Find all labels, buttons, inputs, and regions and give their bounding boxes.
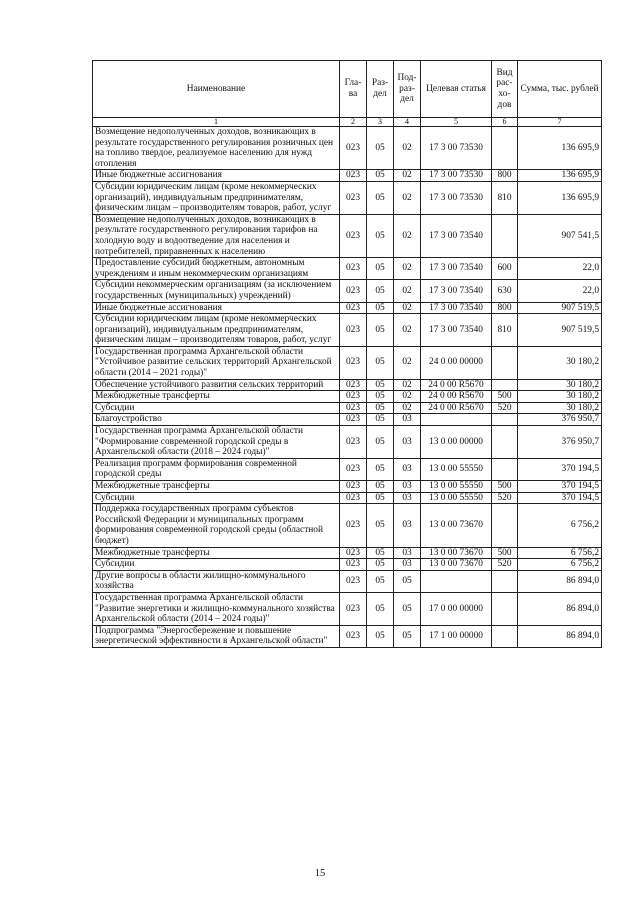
row-target-article: 13 0 00 00000 <box>421 426 492 459</box>
row-glava: 023 <box>340 547 367 559</box>
row-razdel: 05 <box>367 302 394 314</box>
row-razdel: 05 <box>367 214 394 257</box>
row-glava: 023 <box>340 346 367 379</box>
row-glava: 023 <box>340 280 367 302</box>
budget-table <box>92 60 602 648</box>
row-target-article: 24 0 00 R5670 <box>421 391 492 403</box>
table-row <box>93 302 602 314</box>
row-name: Предоставление субсидий бюджетным, автономным учреждениям и иным некоммерческим организациям <box>93 258 340 280</box>
row-expense-type: 810 <box>492 314 518 347</box>
column-number: 3 <box>367 118 394 127</box>
row-glava: 023 <box>340 492 367 504</box>
row-glava: 023 <box>340 559 367 571</box>
row-expense-type <box>492 379 518 391</box>
row-razdel: 05 <box>367 314 394 347</box>
row-razdel: 05 <box>367 127 394 170</box>
row-razdel: 05 <box>367 379 394 391</box>
row-sum: 907 519,5 <box>518 302 602 314</box>
row-glava: 023 <box>340 414 367 426</box>
row-expense-type <box>492 414 518 426</box>
row-podrazdel: 02 <box>394 391 421 403</box>
table-row <box>93 280 602 302</box>
row-podrazdel: 02 <box>394 127 421 170</box>
row-podrazdel: 02 <box>394 379 421 391</box>
header-name: Наименование <box>93 61 340 118</box>
row-expense-type: 810 <box>492 181 518 214</box>
page-number: 15 <box>314 868 326 879</box>
row-expense-type: 800 <box>492 302 518 314</box>
row-glava: 023 <box>340 181 367 214</box>
row-target-article: 17 3 00 73540 <box>421 302 492 314</box>
row-target-article: 17 3 00 73540 <box>421 314 492 347</box>
row-name: Возмещение недополученных доходов, возникающих в результате государственного регулирования розничных цен на топливо твердое, реализуемое населению для нужд отопления <box>93 127 340 170</box>
row-sum: 6 756,2 <box>518 559 602 571</box>
row-sum: 22,0 <box>518 280 602 302</box>
row-podrazdel: 02 <box>394 402 421 414</box>
row-expense-type <box>492 458 518 480</box>
table-row <box>93 314 602 347</box>
row-glava: 023 <box>340 426 367 459</box>
row-razdel: 05 <box>367 492 394 504</box>
row-sum: 30 180,2 <box>518 346 602 379</box>
row-expense-type: 520 <box>492 402 518 414</box>
row-razdel: 05 <box>367 181 394 214</box>
row-target-article: 13 0 00 55550 <box>421 492 492 504</box>
table-row <box>93 214 602 257</box>
table-row <box>93 481 602 493</box>
row-glava: 023 <box>340 570 367 592</box>
table-body <box>93 127 602 648</box>
row-expense-type <box>492 426 518 459</box>
header-target: Целевая статья <box>421 61 492 118</box>
row-glava: 023 <box>340 214 367 257</box>
row-name: Межбюджетные трансферты <box>93 481 340 493</box>
row-target-article: 17 3 00 73540 <box>421 258 492 280</box>
row-expense-type <box>492 570 518 592</box>
row-target-article: 24 0 00 00000 <box>421 346 492 379</box>
row-sum: 6 756,2 <box>518 504 602 547</box>
row-glava: 023 <box>340 481 367 493</box>
row-podrazdel: 02 <box>394 258 421 280</box>
row-name: Субсидии некоммерческим организациям (за исключением государственных (муниципальных) учреждений) <box>93 280 340 302</box>
row-podrazdel: 05 <box>394 625 421 647</box>
row-target-article: 13 0 00 73670 <box>421 547 492 559</box>
row-expense-type <box>492 127 518 170</box>
row-podrazdel: 03 <box>394 426 421 459</box>
table-row <box>93 592 602 625</box>
row-name: Субсидии юридическим лицам (кроме некоммерческих организаций), индивидуальным предпринимателям, физическим лицам – производителям товаров, работ, услуг <box>93 314 340 347</box>
column-number: 4 <box>394 118 421 127</box>
row-sum: 22,0 <box>518 258 602 280</box>
row-podrazdel: 02 <box>394 302 421 314</box>
table-row <box>93 402 602 414</box>
row-razdel: 05 <box>367 458 394 480</box>
row-podrazdel: 03 <box>394 547 421 559</box>
row-glava: 023 <box>340 258 367 280</box>
row-target-article: 13 0 00 73670 <box>421 559 492 571</box>
table-row <box>93 559 602 571</box>
table-row <box>93 391 602 403</box>
row-target-article: 17 1 00 00000 <box>421 625 492 647</box>
row-razdel: 05 <box>367 426 394 459</box>
row-target-article: 13 0 00 55550 <box>421 481 492 493</box>
row-sum: 30 180,2 <box>518 402 602 414</box>
row-podrazdel: 05 <box>394 592 421 625</box>
row-target-article: 17 3 00 73530 <box>421 181 492 214</box>
row-glava: 023 <box>340 592 367 625</box>
row-razdel: 05 <box>367 481 394 493</box>
row-name: Субсидии <box>93 559 340 571</box>
row-podrazdel: 02 <box>394 280 421 302</box>
row-podrazdel: 03 <box>394 414 421 426</box>
row-name: Субсидии <box>93 492 340 504</box>
row-target-article <box>421 570 492 592</box>
row-expense-type <box>492 504 518 547</box>
row-glava: 023 <box>340 458 367 480</box>
column-number: 1 <box>93 118 340 127</box>
header-glava: Гла-ва <box>340 61 367 118</box>
row-razdel: 05 <box>367 346 394 379</box>
row-glava: 023 <box>340 402 367 414</box>
table-row <box>93 414 602 426</box>
row-sum: 376 950,7 <box>518 426 602 459</box>
row-razdel: 05 <box>367 402 394 414</box>
row-name: Государственная программа Архангельской области "Развитие энергетики и жилищно-коммунального хозяйства Архангельской области (2014 – 2024 годы)" <box>93 592 340 625</box>
row-podrazdel: 02 <box>394 170 421 182</box>
row-podrazdel: 02 <box>394 181 421 214</box>
header-podrazdel: Под-раз-дел <box>394 61 421 118</box>
row-sum: 370 194,5 <box>518 492 602 504</box>
row-name: Подпрограмма "Энергосбережение и повышение энергетической эффективности в Архангельской области" <box>93 625 340 647</box>
row-podrazdel: 05 <box>394 570 421 592</box>
row-expense-type: 520 <box>492 559 518 571</box>
row-target-article: 17 3 00 73530 <box>421 127 492 170</box>
row-target-article: 24 0 00 R5670 <box>421 402 492 414</box>
row-razdel: 05 <box>367 559 394 571</box>
table-row <box>93 458 602 480</box>
header-sum: Сумма, тыс. рублей <box>518 61 602 118</box>
row-expense-type <box>492 592 518 625</box>
row-podrazdel: 02 <box>394 214 421 257</box>
column-number: 5 <box>421 118 492 127</box>
row-name: Субсидии <box>93 402 340 414</box>
row-razdel: 05 <box>367 258 394 280</box>
row-expense-type: 800 <box>492 170 518 182</box>
row-sum: 376 950,7 <box>518 414 602 426</box>
row-name: Иные бюджетные ассигнования <box>93 302 340 314</box>
row-sum: 30 180,2 <box>518 391 602 403</box>
header-vid: Вид рас-хо-дов <box>492 61 518 118</box>
table-row <box>93 492 602 504</box>
row-target-article: 13 0 00 73670 <box>421 504 492 547</box>
row-expense-type: 600 <box>492 258 518 280</box>
column-number-row <box>93 118 602 127</box>
row-expense-type: 500 <box>492 481 518 493</box>
header-row <box>93 61 602 118</box>
column-number: 6 <box>492 118 518 127</box>
row-razdel: 05 <box>367 170 394 182</box>
table-row <box>93 547 602 559</box>
table-row <box>93 504 602 547</box>
row-glava: 023 <box>340 170 367 182</box>
row-target-article: 17 3 00 73540 <box>421 280 492 302</box>
row-podrazdel: 03 <box>394 492 421 504</box>
row-razdel: 05 <box>367 592 394 625</box>
row-target-article <box>421 414 492 426</box>
row-sum: 136 695,9 <box>518 181 602 214</box>
row-razdel: 05 <box>367 504 394 547</box>
row-podrazdel: 02 <box>394 314 421 347</box>
row-podrazdel: 03 <box>394 481 421 493</box>
header-razdel: Раз-дел <box>367 61 394 118</box>
row-expense-type <box>492 625 518 647</box>
table-row <box>93 181 602 214</box>
row-glava: 023 <box>340 379 367 391</box>
row-glava: 023 <box>340 504 367 547</box>
row-target-article: 17 3 00 73540 <box>421 214 492 257</box>
row-glava: 023 <box>340 625 367 647</box>
row-name: Реализация программ формирования современной городской среды <box>93 458 340 480</box>
row-razdel: 05 <box>367 625 394 647</box>
column-number: 2 <box>340 118 367 127</box>
row-podrazdel: 03 <box>394 559 421 571</box>
row-name: Иные бюджетные ассигнования <box>93 170 340 182</box>
row-razdel: 05 <box>367 391 394 403</box>
table-row <box>93 127 602 170</box>
row-name: Государственная программа Архангельской области "Формирование современной городской среды в Архангельской области (2018 – 2024 годы)" <box>93 426 340 459</box>
row-sum: 907 519,5 <box>518 314 602 347</box>
row-razdel: 05 <box>367 570 394 592</box>
row-expense-type: 630 <box>492 280 518 302</box>
row-podrazdel: 02 <box>394 346 421 379</box>
row-expense-type: 500 <box>492 391 518 403</box>
row-target-article: 13 0 00 55550 <box>421 458 492 480</box>
table-row <box>93 258 602 280</box>
row-name: Обеспечение устойчивого развития сельских территорий <box>93 379 340 391</box>
row-glava: 023 <box>340 391 367 403</box>
row-glava: 023 <box>340 127 367 170</box>
row-expense-type <box>492 214 518 257</box>
row-expense-type <box>492 346 518 379</box>
row-name: Благоустройство <box>93 414 340 426</box>
row-podrazdel: 03 <box>394 504 421 547</box>
row-name: Межбюджетные трансферты <box>93 547 340 559</box>
row-glava: 023 <box>340 302 367 314</box>
row-razdel: 05 <box>367 414 394 426</box>
row-sum: 86 894,0 <box>518 570 602 592</box>
row-razdel: 05 <box>367 547 394 559</box>
row-razdel: 05 <box>367 280 394 302</box>
row-sum: 30 180,2 <box>518 379 602 391</box>
row-sum: 370 194,5 <box>518 458 602 480</box>
table-row <box>93 625 602 647</box>
table-row <box>93 426 602 459</box>
row-name: Поддержка государственных программ субъектов Российской Федерации и муниципальных программ формирования современной городской среды (областной бюджет) <box>93 504 340 547</box>
row-target-article: 17 3 00 73530 <box>421 170 492 182</box>
table-row <box>93 346 602 379</box>
row-sum: 6 756,2 <box>518 547 602 559</box>
table-row <box>93 379 602 391</box>
row-glava: 023 <box>340 314 367 347</box>
row-target-article: 17 0 00 00000 <box>421 592 492 625</box>
row-expense-type: 520 <box>492 492 518 504</box>
row-sum: 907 541,5 <box>518 214 602 257</box>
row-target-article: 24 0 00 R5670 <box>421 379 492 391</box>
row-name: Государственная программа Архангельской области "Устойчивое развитие сельских территорий Архангельской области (2014 – 2021 годы)" <box>93 346 340 379</box>
row-expense-type: 500 <box>492 547 518 559</box>
table-row <box>93 570 602 592</box>
column-number: 7 <box>518 118 602 127</box>
row-name: Субсидии юридическим лицам (кроме некоммерческих организаций), индивидуальным предпринимателям, физическим лицам – производителям товаров, работ, услуг <box>93 181 340 214</box>
row-name: Межбюджетные трансферты <box>93 391 340 403</box>
row-sum: 86 894,0 <box>518 625 602 647</box>
row-sum: 136 695,9 <box>518 170 602 182</box>
row-name: Возмещение недополученных доходов, возникающих в результате государственного регулирования тарифов на холодную воду и водоотведение для населения и потребителей, приравненных к населению <box>93 214 340 257</box>
table-row <box>93 170 602 182</box>
row-sum: 86 894,0 <box>518 592 602 625</box>
row-sum: 370 194,5 <box>518 481 602 493</box>
row-podrazdel: 03 <box>394 458 421 480</box>
row-sum: 136 695,9 <box>518 127 602 170</box>
row-name: Другие вопросы в области жилищно-коммунального хозяйства <box>93 570 340 592</box>
